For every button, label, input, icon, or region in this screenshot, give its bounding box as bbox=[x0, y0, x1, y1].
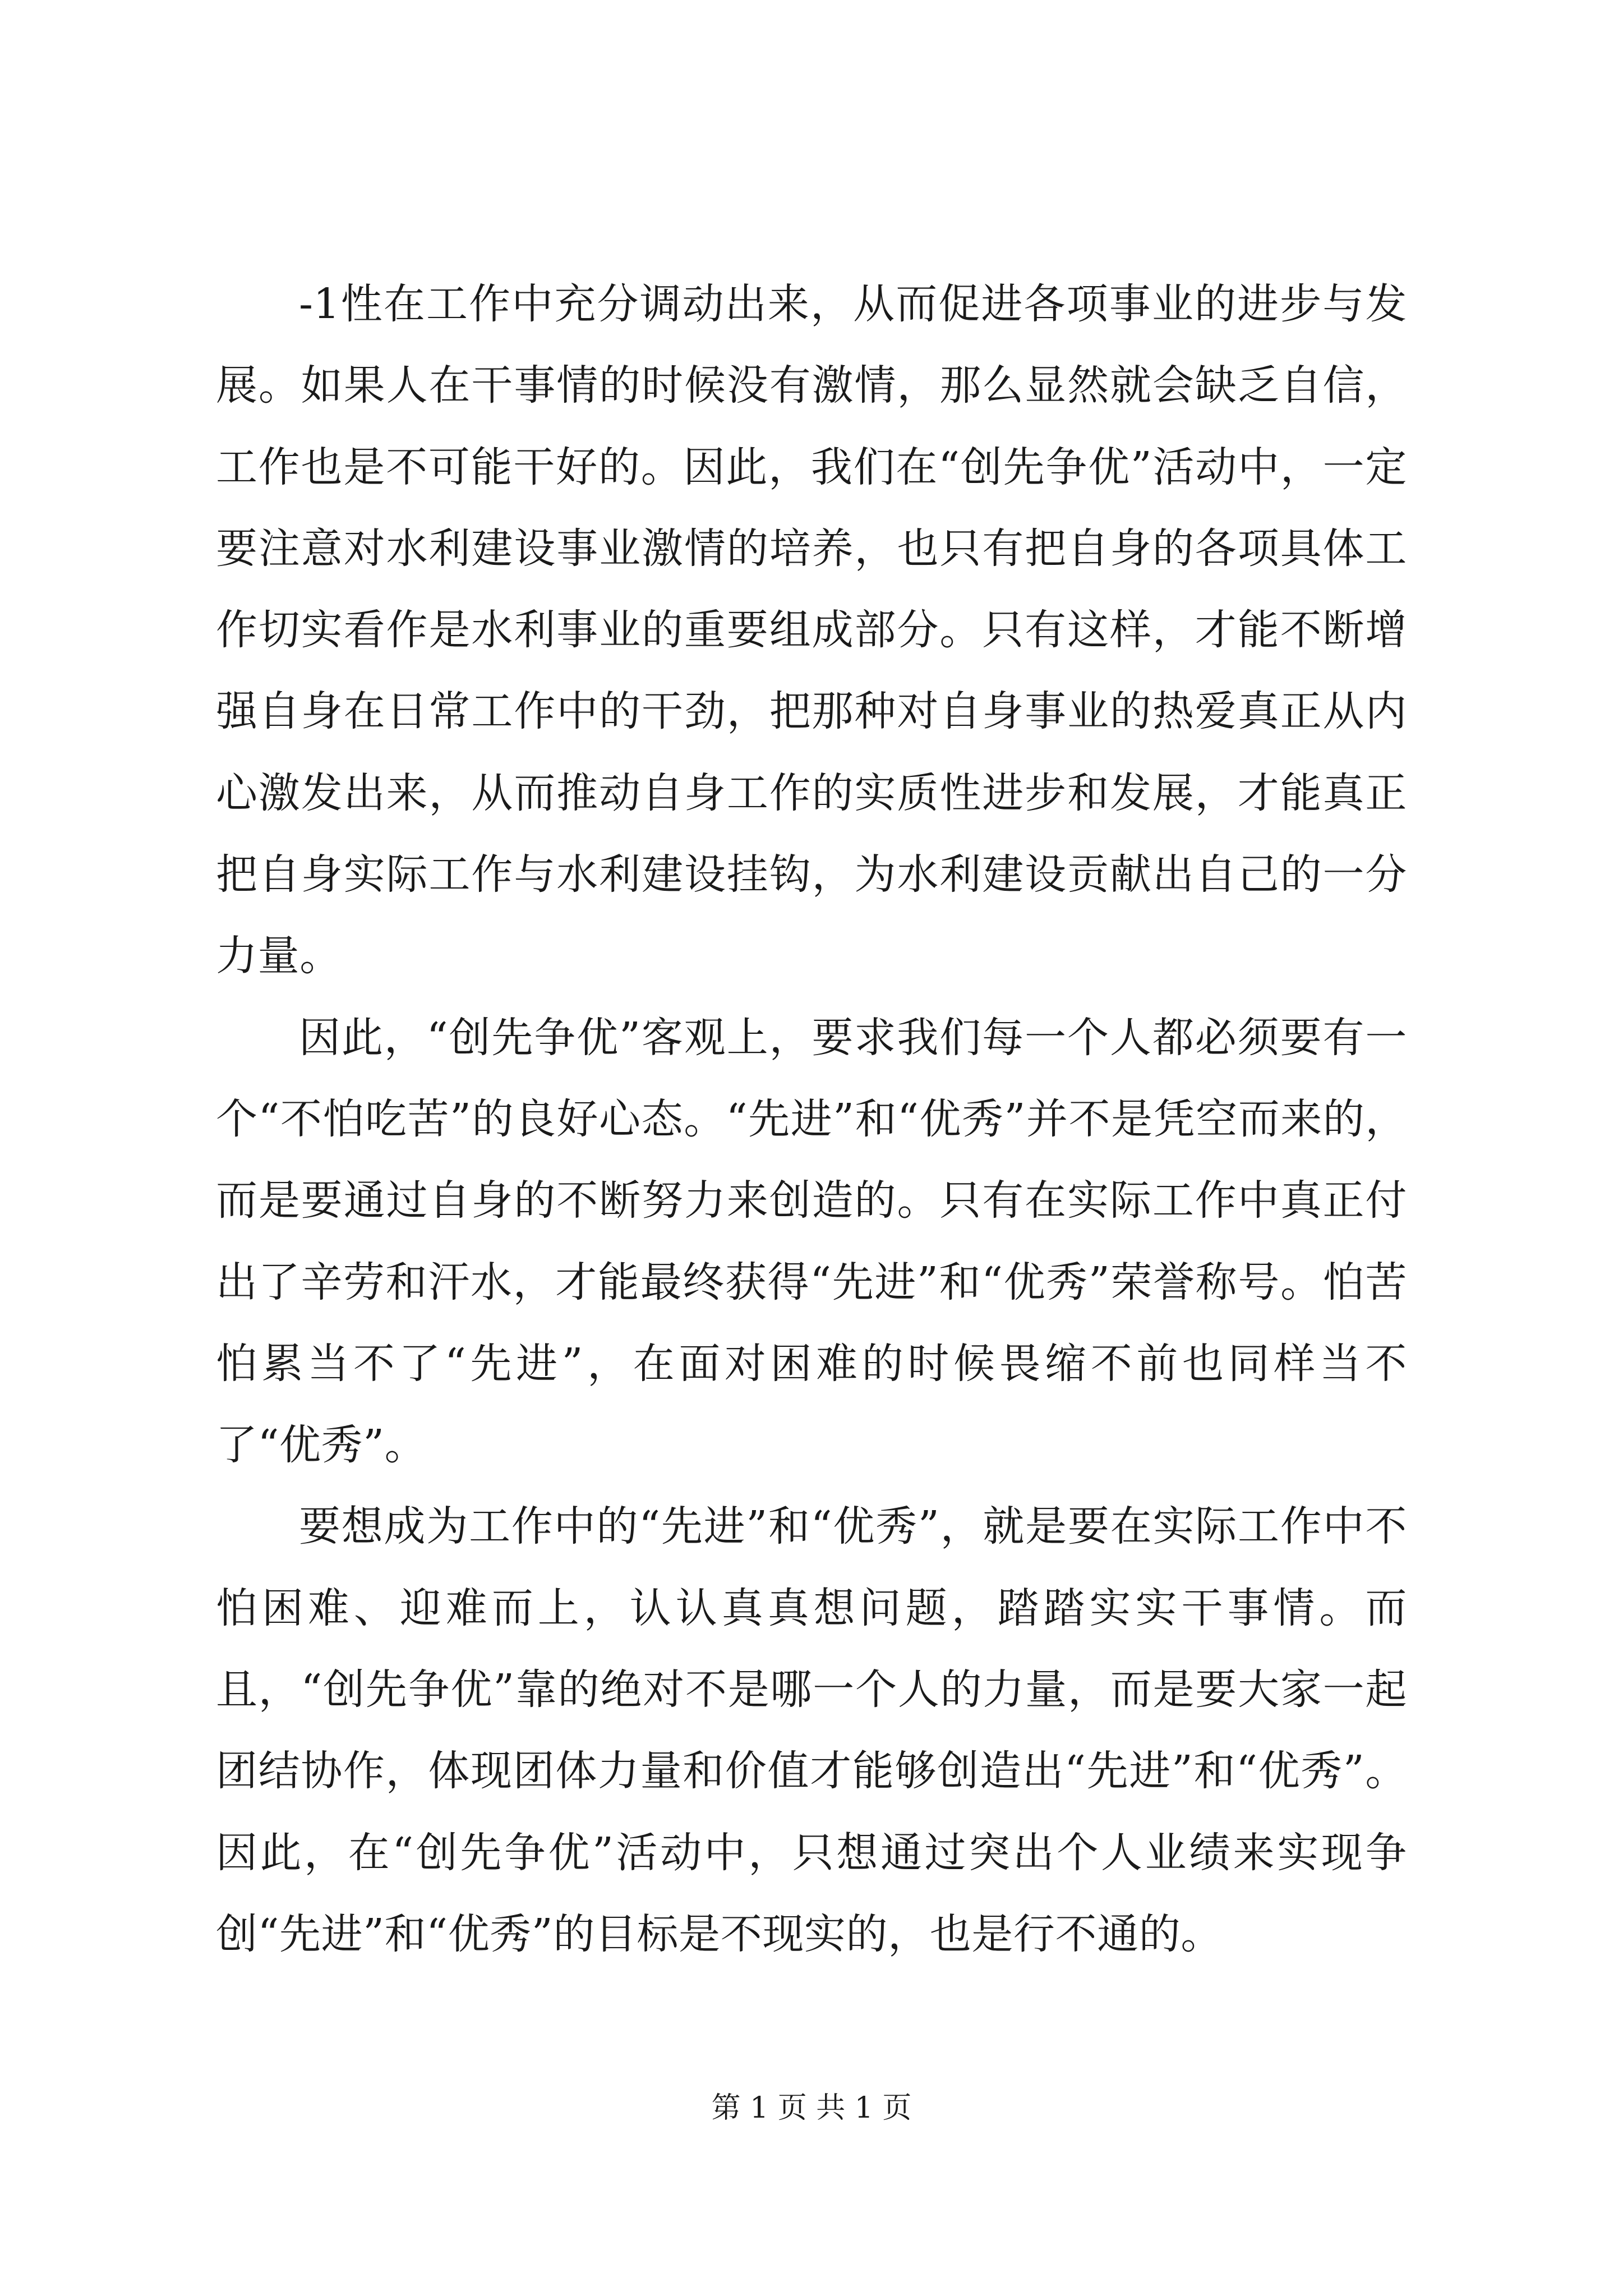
paragraph-2: 因此，“创先争优”客观上，要求我们每一个人都必须要有一个“不怕吃苦”的良好心态。“先进”和“优秀”并不是凭空而来的，而是要通过自身的不断努力来创造的。只有在实际工作中真正付出了辛劳和汗水，才能最终获得“先进”和“优秀”荣誉称号。怕苦怕累当不了“先进”，在面对困难的时候畏缩不前也同样当不了“优秀”。 bbox=[216, 1013, 1407, 1470]
paragraph-1: -1性在工作中充分调动出来，从而促进各项事业的进步与发展。如果人在干事情的时候没有激情，那么显然就会缺乏自信，工作也是不可能干好的。因此，我们在“创先争优”活动中，一定要注意对水利建设事业激情的培养，也只有把自身的各项具体工作切实看作是水利事业的重要组成部分。只有这样，才能不断增强自身在日常工作中的干劲，把那种对自身事业的热爱真正从内心激发出来，从而推动自身工作的实质性进步和发展，才能真正把自身实际工作与水利建设挂钩，为水利建设贡献出自己的一分力量。 bbox=[216, 280, 1407, 981]
document-body bbox=[216, 264, 1407, 1975]
page-number-label: 第 1 页 共 1 页 bbox=[711, 2091, 912, 2125]
page-footer bbox=[0, 2091, 1623, 2125]
paragraph-3: 要想成为工作中的“先进”和“优秀”，就是要在实际工作中不怕困难、迎难而上，认认真真想问题，踏踏实实干事情。而且，“创先争优”靠的绝对不是哪一个人的力量，而是要大家一起团结协作，体现团体力量和价值才能够创造出“先进”和“优秀”。因此，在“创先争优”活动中，只想通过突出个人业绩来实现争创“先进”和“优秀”的目标是不现实的，也是行不通的。 bbox=[216, 1502, 1407, 1958]
